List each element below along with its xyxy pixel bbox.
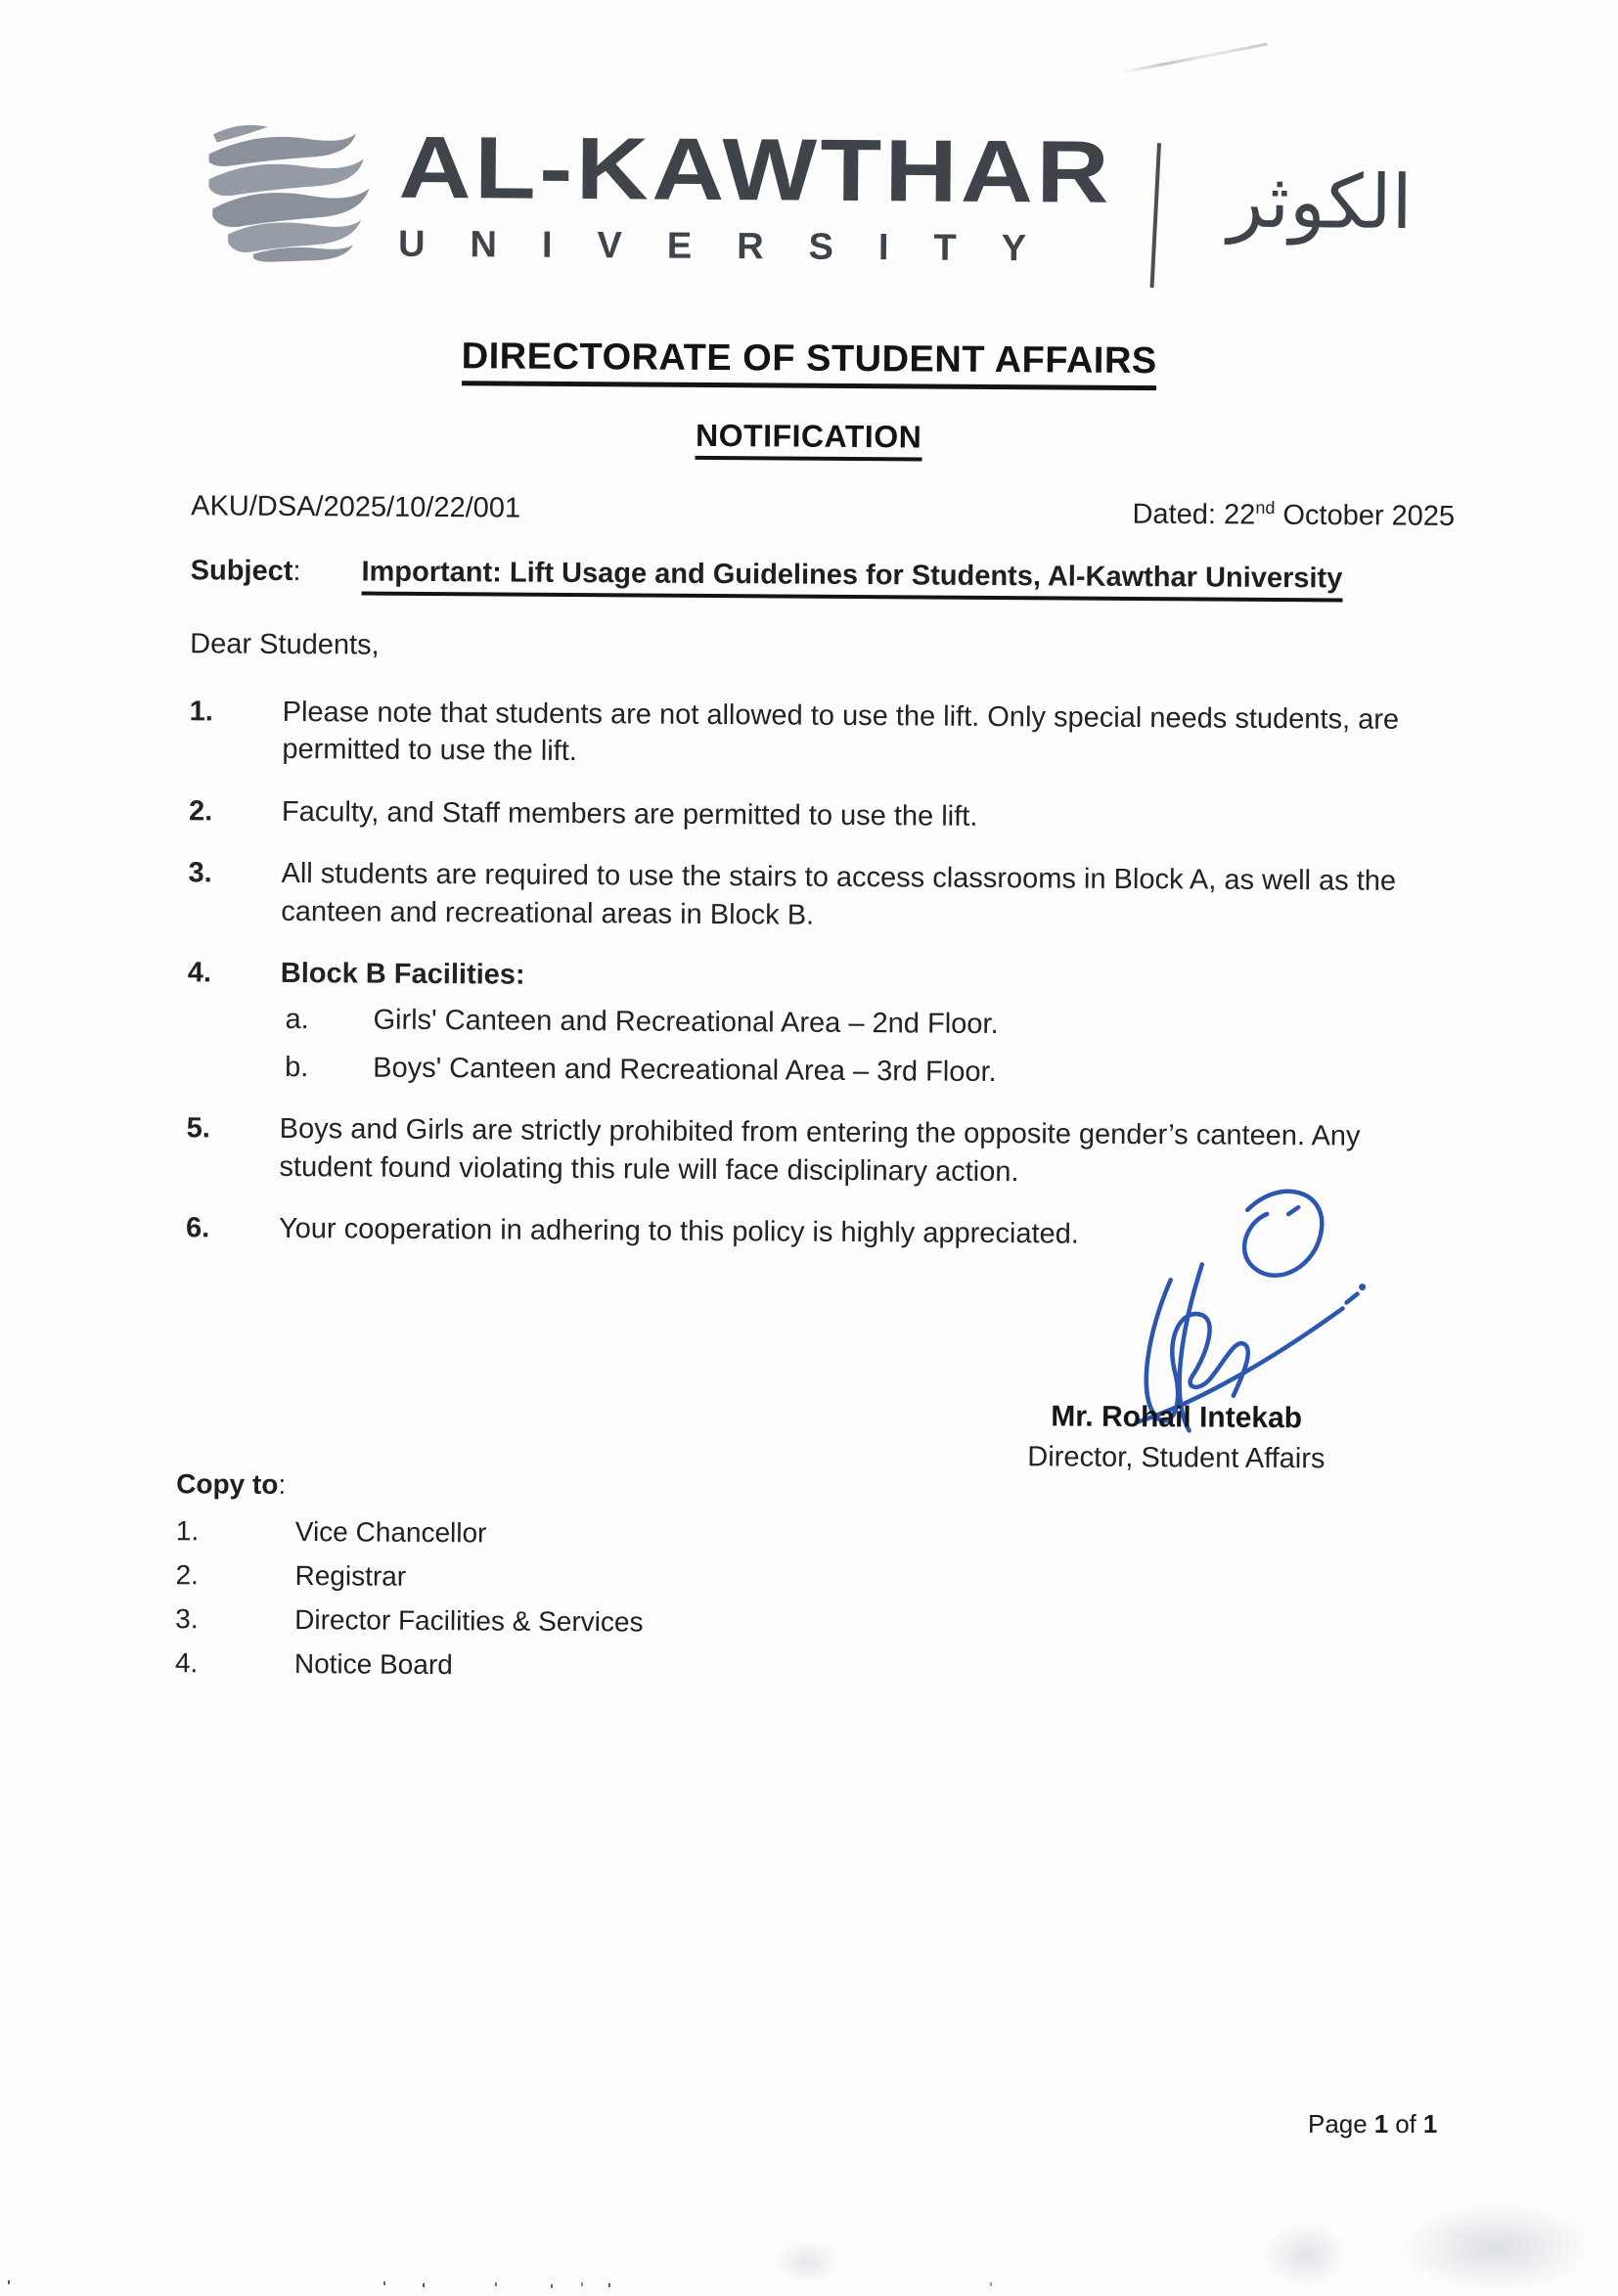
copy-item-2 (175, 1559, 644, 1594)
copy-to-word: Copy to (176, 1468, 279, 1500)
signature-scribble (1055, 1169, 1370, 1435)
item-number: 5. (186, 1112, 211, 1145)
dated-line (1132, 497, 1455, 533)
subject-colon: : (292, 556, 301, 588)
item-text: Boys and Girls are strictly prohibited from entering the opposite gender’s canteen. Any student found violating this rule will face disciplinary action. (279, 1112, 1361, 1188)
copy-item-number: 1. (175, 1515, 200, 1547)
salutation: Dear Students, (190, 628, 380, 661)
list-item-1 (189, 693, 1461, 777)
waves-icon (206, 122, 372, 262)
scan-blotch (1399, 2201, 1595, 2294)
reference-number: AKU/DSA/2025/10/22/001 (191, 490, 521, 524)
copy-item-number: 2. (175, 1559, 200, 1591)
logo-arabic-name: الكوثر (1227, 157, 1413, 246)
doc-type-heading (0, 413, 1618, 461)
copy-to-section (175, 1468, 645, 1694)
sub-item-b (285, 1048, 1459, 1094)
copy-item-number: 3. (175, 1603, 199, 1635)
item-text: Faculty, and Staff members are permitted to use the lift. (281, 795, 978, 833)
date-label: Dated: (1132, 498, 1225, 531)
item-number: 6. (185, 1212, 210, 1244)
page-total: 1 (1422, 2109, 1438, 2138)
item-text: All students are required to use the stairs to access classrooms in Block A, as well as the canteen and recreational areas in Block B. (281, 858, 1397, 931)
subject-text: Important: Lift Usage and Guidelines for Students, Al-Kawthar University (361, 556, 1342, 602)
copy-item-text: Notice Board (293, 1648, 453, 1681)
list-item-4 (188, 955, 1460, 1002)
scan-blotch (773, 2240, 841, 2284)
copy-item-text: Registrar (294, 1560, 407, 1592)
date-day: 22 (1223, 499, 1256, 531)
university-logo (206, 118, 1113, 270)
item-number: 1. (189, 695, 214, 727)
signature-block (966, 1169, 1388, 1476)
date-ordinal: nd (1255, 497, 1276, 518)
page-current: 1 (1373, 2109, 1389, 2138)
scan-blotch (1262, 2221, 1350, 2289)
sub-item-letter: a. (285, 1003, 309, 1036)
page-number (1308, 2109, 1444, 2139)
item-number: 3. (188, 857, 212, 889)
list-item-3 (188, 855, 1461, 939)
signatory-name: Mr. Rohail Intekab (1051, 1400, 1303, 1435)
date-rest: October 2025 (1275, 499, 1456, 532)
logo-title: AL-KAWTHAR (398, 118, 1113, 222)
sub-item-letter: b. (285, 1051, 309, 1083)
sub-item-text: Boys' Canteen and Recreational Area – 3rd Floor. (373, 1052, 997, 1088)
department-heading-text: DIRECTORATE OF STUDENT AFFAIRS (462, 336, 1157, 390)
meta-row (191, 490, 1455, 533)
list-item-2 (189, 792, 1461, 839)
item-text: Please note that students are not allowed to use the lift. Only special needs students, are permitted to use the lift. (282, 696, 1400, 768)
block-b-sublist (285, 1001, 1460, 1095)
subject-row (191, 555, 1455, 603)
copy-item-number: 4. (174, 1647, 199, 1679)
subject-label: Subject: (190, 555, 301, 588)
item-text: Your cooperation in adhering to this policy is highly appreciated. (278, 1213, 1080, 1250)
copy-item-4 (175, 1647, 644, 1682)
copy-to-colon: : (278, 1468, 287, 1500)
scan-edge-specks (0, 2278, 2, 2282)
item-number: 2. (188, 794, 213, 828)
copy-item-3 (175, 1603, 644, 1638)
item-number: 4. (187, 957, 212, 989)
copy-to-label (176, 1468, 645, 1503)
department-heading (0, 333, 1618, 386)
logo-subtitle: UNIVERSITY (397, 223, 1072, 270)
item-text: Block B Facilities: (280, 958, 525, 992)
sub-item-a (285, 1001, 1459, 1047)
doc-type-heading-text: NOTIFICATION (696, 418, 921, 462)
copy-item-text: Director Facilities & Services (294, 1604, 644, 1638)
copy-item-text: Vice Chancellor (294, 1516, 487, 1549)
signatory-title: Director, Student Affairs (1027, 1441, 1326, 1475)
page-word: Page (1308, 2109, 1368, 2138)
copy-item-1 (176, 1515, 645, 1550)
sub-item-text: Girls' Canteen and Recreational Area – 2nd Floor. (373, 1004, 999, 1040)
of-word: of (1395, 2109, 1416, 2138)
